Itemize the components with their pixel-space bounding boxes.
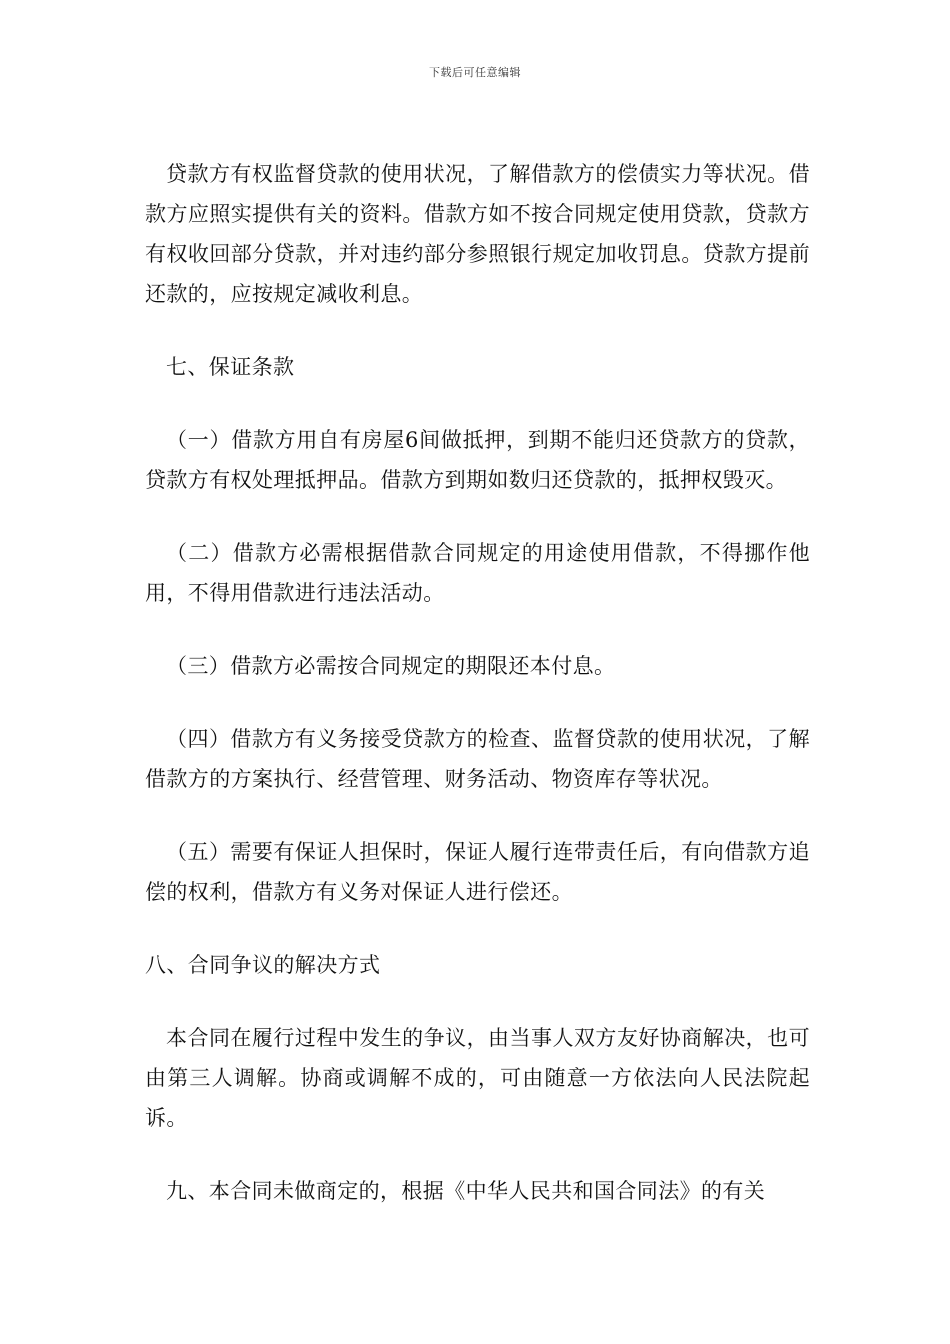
section-heading-guarantee: 七、保证条款	[166, 355, 295, 379]
paragraph-guarantee-3: （三）借款方必需按合同规定的期限还本付息。	[166, 654, 616, 678]
paragraph-dispute: 本合同在履行过程中发生的争议，由当事人双方友好协商解决，也可由第三人调解。协商或调解不成的，可由随意一方依法向人民法院起诉。	[145, 1026, 810, 1130]
paragraph-guarantee-4: （四）借款方有义务接受贷款方的检查、监督贷款的使用状况，了解借款方的方案执行、经营管理、财务活动、物资库存等状况。	[145, 727, 810, 791]
document-body	[145, 154, 810, 1211]
paragraph-lender-supervision: 贷款方有权监督贷款的使用状况，了解借款方的偿债实力等状况。借款方应照实提供有关的资料。借款方如不按合同规定使用贷款，贷款方有权收回部分贷款，并对违约部分参照银行规定加收罚息。贷款方提前还款的，应按规定减收利息。	[145, 162, 810, 306]
section-heading-other: 九、本合同未做商定的，根据《中华人民共和国合同法》的有关	[166, 1179, 766, 1203]
paragraph-guarantee-2: （二）借款方必需根据借款合同规定的用途使用借款，不得挪作他用，不得用借款进行违法活动。	[145, 541, 810, 605]
section-heading-dispute: 八、合同争议的解决方式	[145, 953, 381, 977]
paragraph-guarantee-1: （一）借款方用自有房屋6间做抵押，到期不能归还贷款方的贷款，贷款方有权处理抵押品。借款方到期如数归还贷款的，抵押权毁灭。	[145, 428, 810, 492]
paragraph-guarantee-5: （五）需要有保证人担保时，保证人履行连带责任后，有向借款方追偿的权利，借款方有义务对保证人进行偿还。	[145, 840, 810, 904]
page-header-note: 下载后可任意编辑	[429, 66, 521, 79]
